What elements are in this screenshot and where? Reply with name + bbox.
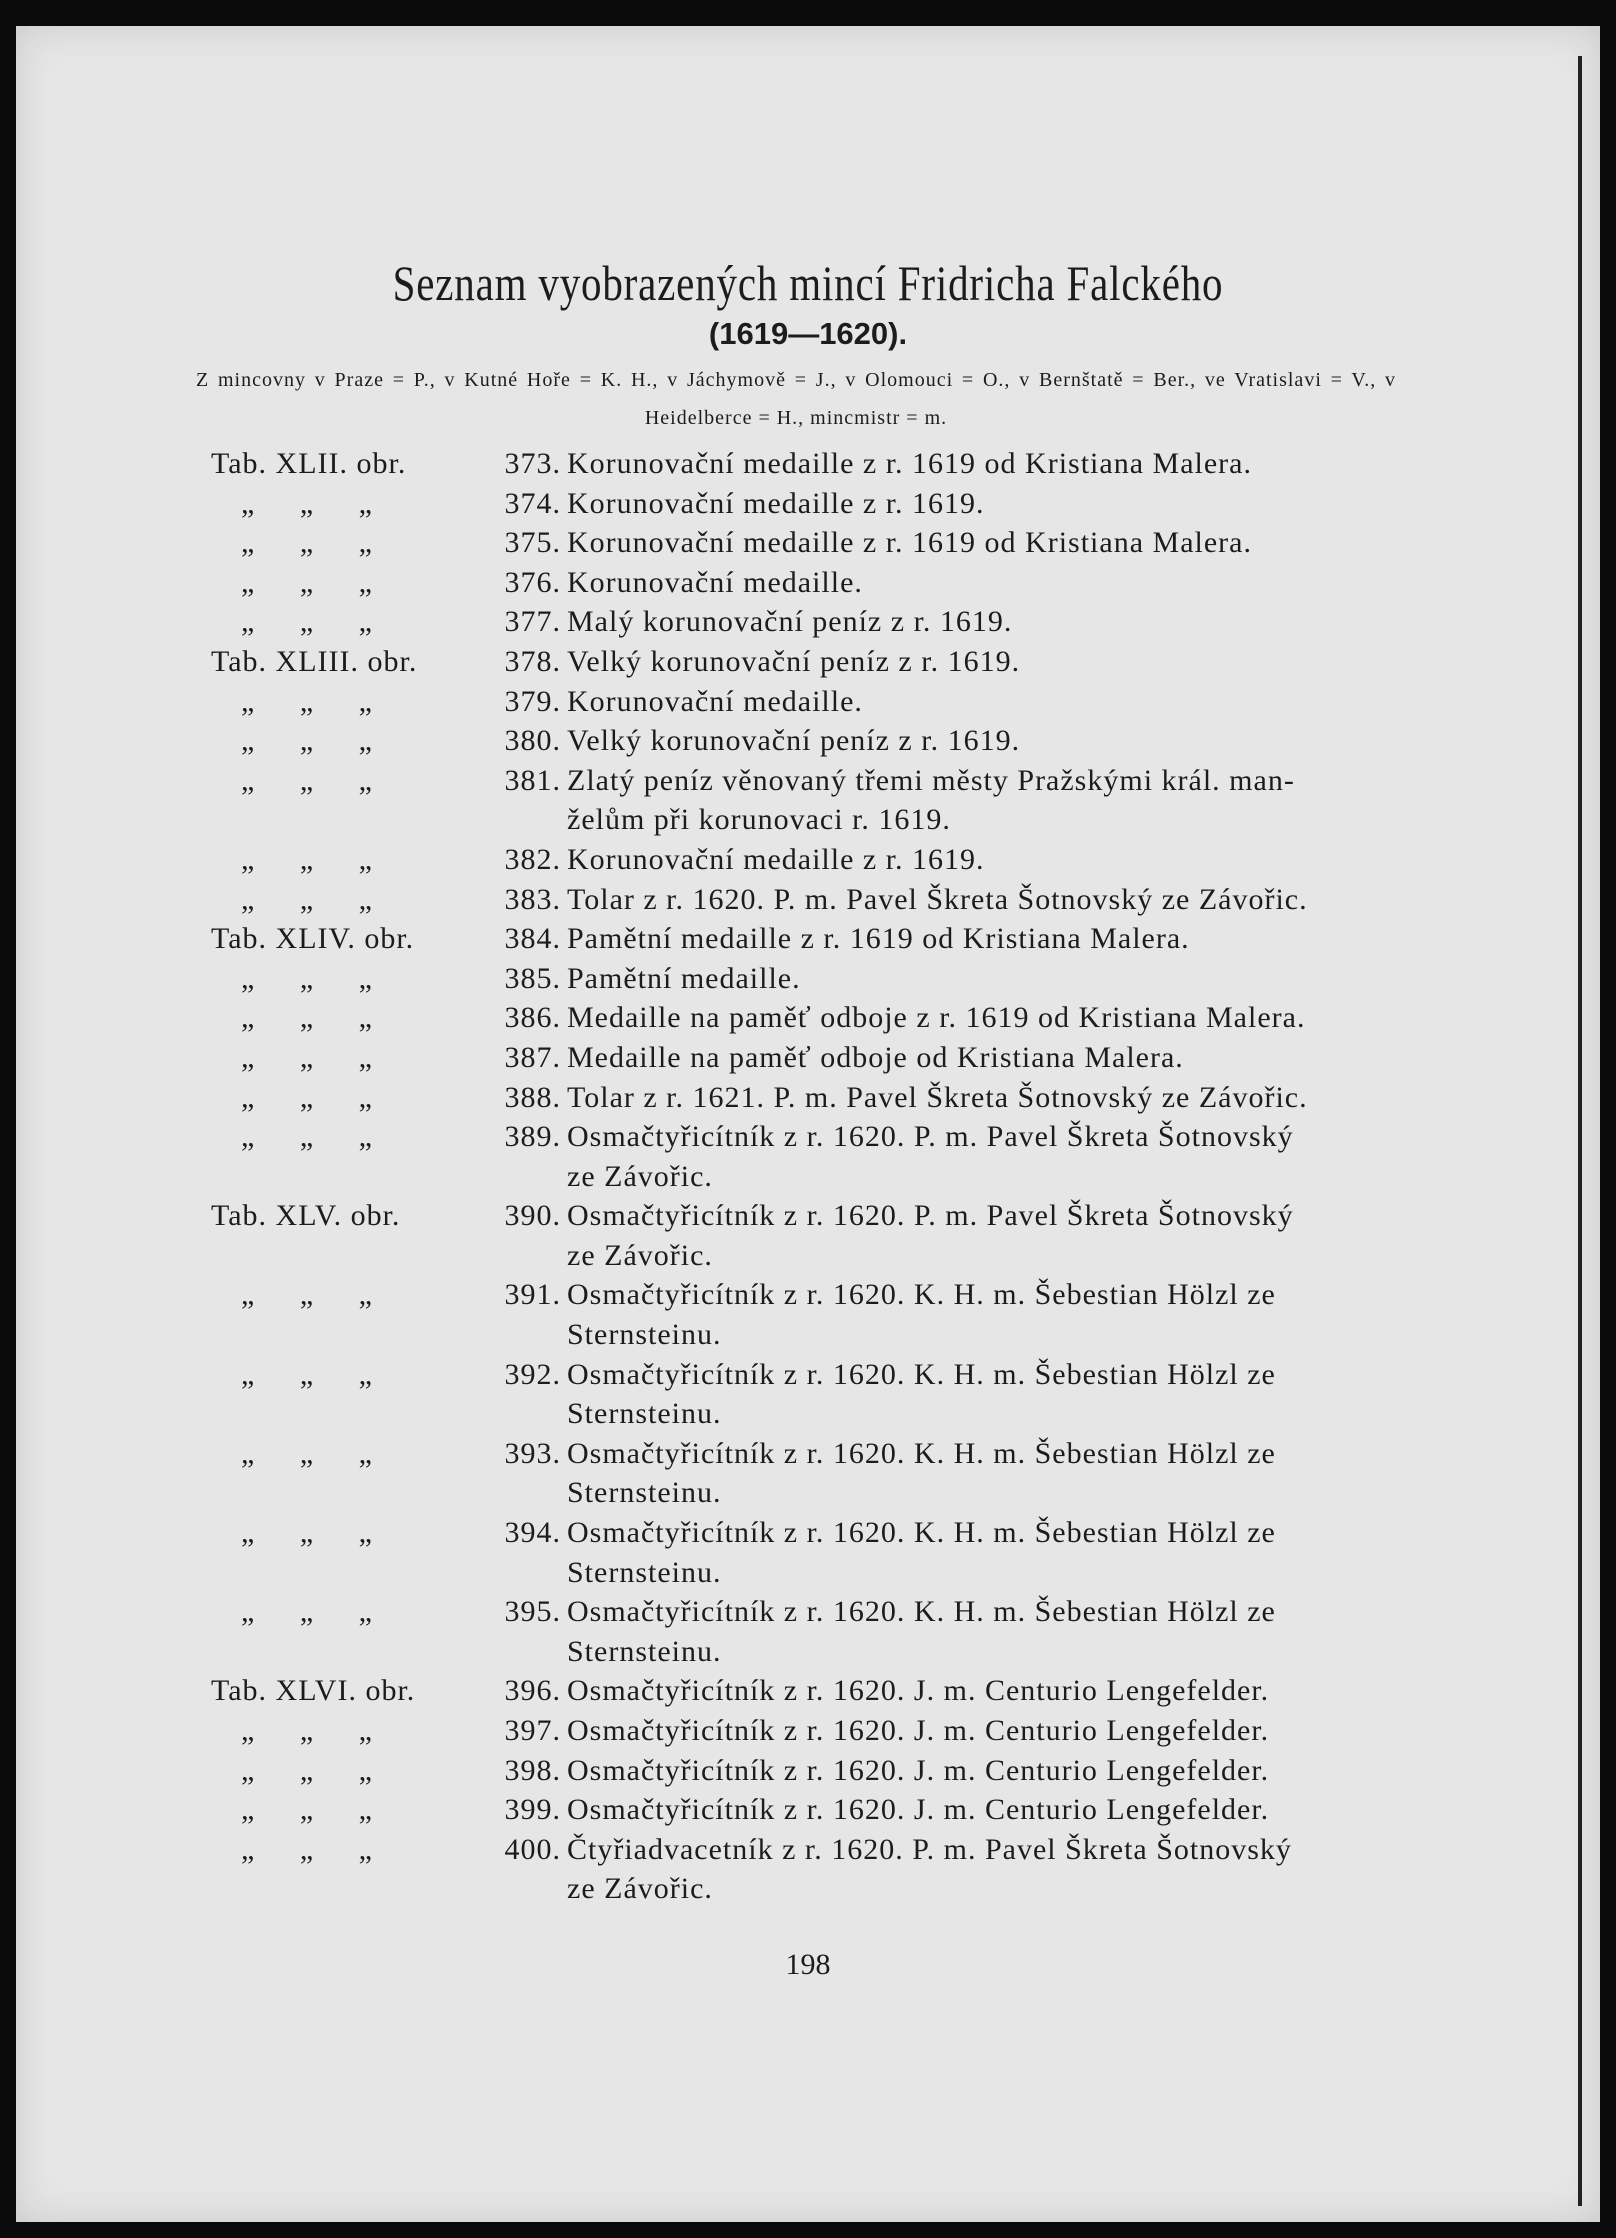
plate-reference [211, 444, 481, 484]
coin-description-continuation: želům při korunovaci r. 1619. [567, 803, 951, 837]
list-item [211, 563, 1441, 603]
coin-description [567, 1434, 1427, 1513]
figure-number: 394. [504, 1516, 561, 1550]
figure-number: 397. [504, 1714, 561, 1747]
plate-reference-text: „ „ „ [241, 684, 373, 718]
list-item [211, 1117, 1441, 1196]
plate-reference [211, 523, 481, 563]
coin-description [567, 1751, 1427, 1791]
plate-reference-text: „ „ „ [241, 842, 373, 876]
figure-number: 393. [504, 1436, 561, 1470]
plate-reference [211, 1513, 481, 1592]
coin-description-line: Osmačtyřicítník z r. 1620. K. H. m. Šebestian Hölzl ze [567, 1436, 1276, 1470]
coin-description [567, 761, 1427, 840]
coin-description [567, 1117, 1427, 1196]
coin-description [567, 880, 1427, 920]
plate-reference [211, 484, 481, 524]
coin-description-line: Tolar z r. 1621. P. m. Pavel Škreta Šotnovský ze Závořic. [567, 1080, 1308, 1114]
coin-description [567, 1592, 1427, 1671]
page-edge [1578, 56, 1582, 2206]
figure-number: 377. [504, 605, 561, 639]
coin-description [567, 840, 1427, 880]
plate-reference [211, 602, 481, 642]
list-item [211, 840, 1441, 880]
plate-reference-text: „ „ „ [241, 1595, 373, 1629]
coin-description-continuation: ze Závořic. [567, 1872, 713, 1906]
coin-description-line: Osmačtyřicítník z r. 1620. J. m. Centurio Lengefelder. [567, 1714, 1270, 1747]
list-item [211, 642, 1441, 682]
coin-description [567, 563, 1427, 603]
coin-description [567, 1671, 1427, 1711]
plate-reference-text: „ „ „ [241, 1436, 373, 1470]
figure-number: 380. [504, 724, 561, 758]
plate-reference-text: „ „ „ [241, 961, 373, 995]
figure-number: 387. [504, 1040, 561, 1074]
plate-reference-text: „ „ „ [241, 1753, 373, 1787]
coin-description [567, 682, 1427, 722]
plate-reference-text: „ „ „ [241, 1714, 373, 1747]
plate-reference-text: „ „ „ [241, 724, 373, 758]
plate-reference [211, 1117, 481, 1196]
plate-reference-text: Tab. XLV. obr. [211, 1199, 401, 1233]
list-item [211, 1275, 1441, 1354]
list-item [211, 761, 1441, 840]
coin-description-line: Osmačtyřicítník z r. 1620. J. m. Centurio Lengefelder. [567, 1793, 1270, 1827]
figure-number: 395. [504, 1595, 561, 1629]
page-number: 198 [785, 1948, 831, 1981]
plate-reference [211, 1078, 481, 1118]
coin-description-line: Osmačtyřicítník z r. 1620. P. m. Pavel Škreta Šotnovský [567, 1199, 1294, 1233]
list-item [211, 523, 1441, 563]
plate-reference [211, 1751, 481, 1791]
figure-number: 376. [504, 565, 561, 599]
figure-number: 392. [504, 1357, 561, 1391]
figure-number: 399. [504, 1793, 561, 1827]
plate-reference [211, 1711, 481, 1751]
plate-reference [211, 840, 481, 880]
list-item [211, 1592, 1441, 1671]
coin-description [567, 484, 1427, 524]
coin-description [567, 523, 1427, 563]
plate-reference-text: Tab. XLIV. obr. [211, 922, 415, 956]
plate-reference-text: „ „ „ [241, 1080, 373, 1114]
figure-number: 398. [504, 1753, 561, 1787]
list-item [211, 1038, 1441, 1078]
plate-reference-text: Tab. XLIII. obr. [211, 644, 418, 678]
coin-description-line: Osmačtyřicítník z r. 1620. K. H. m. Šebestian Hölzl ze [567, 1278, 1276, 1312]
coin-description-line: Medaille na paměť odboje od Kristiana Malera. [567, 1040, 1184, 1074]
plate-reference [211, 1830, 481, 1909]
coin-description [567, 959, 1427, 999]
figure-number: 375. [504, 526, 561, 560]
plate-reference-text: Tab. XLVI. obr. [211, 1674, 416, 1708]
coin-description-line: Osmačtyřicítník z r. 1620. K. H. m. Šebestian Hölzl ze [567, 1357, 1276, 1391]
coin-description [567, 602, 1427, 642]
list-item [211, 1513, 1441, 1592]
plate-reference [211, 1275, 481, 1354]
figure-number: 381. [504, 763, 561, 797]
coin-description [567, 998, 1427, 1038]
list-item [211, 1751, 1441, 1791]
coin-description [567, 642, 1427, 682]
coin-description-line: Korunovační medaille. [567, 565, 863, 599]
coin-description-continuation: Sternsteinu. [567, 1397, 722, 1431]
plate-reference-text: „ „ „ [241, 1793, 373, 1827]
figure-number: 400. [504, 1832, 561, 1866]
plate-reference [211, 1196, 481, 1275]
plate-reference [211, 959, 481, 999]
coin-description-line: Velký korunovační peníz z r. 1619. [567, 644, 1021, 678]
list-item [211, 998, 1441, 1038]
figure-number: 389. [504, 1120, 561, 1154]
list-item [211, 444, 1441, 484]
plate-reference-text: Tab. XLII. obr. [211, 447, 407, 480]
list-item [211, 1790, 1441, 1830]
list-item [211, 1355, 1441, 1434]
page-years: (1619—1620). [708, 316, 908, 351]
plate-reference [211, 721, 481, 761]
coin-description [567, 444, 1427, 484]
plate-reference [211, 1671, 481, 1711]
plate-reference-text: „ „ „ [241, 1040, 373, 1074]
plate-reference [211, 1355, 481, 1434]
list-item [211, 602, 1441, 642]
figure-number: 374. [504, 486, 561, 520]
list-item [211, 880, 1441, 920]
coin-description-line: Korunovační medaille z r. 1619. [567, 486, 985, 520]
coin-description [567, 1790, 1427, 1830]
list-item [211, 959, 1441, 999]
plate-reference [211, 1038, 481, 1078]
coin-description-line: Čtyřiadvacetník z r. 1620. P. m. Pavel Škreta Šotnovský [567, 1832, 1292, 1866]
coin-description-line: Korunovační medaille. [567, 684, 863, 718]
plate-reference-text: „ „ „ [241, 1832, 373, 1866]
plate-reference-text: „ „ „ [241, 486, 373, 520]
plate-reference-text: „ „ „ [241, 1120, 373, 1154]
plate-reference-text: „ „ „ [241, 882, 373, 916]
coin-description [567, 1196, 1427, 1275]
coin-list [211, 444, 1441, 1909]
coin-description [567, 1513, 1427, 1592]
plate-reference [211, 1434, 481, 1513]
list-item [211, 682, 1441, 722]
figure-number: 388. [504, 1080, 561, 1114]
coin-description-continuation: Sternsteinu. [567, 1555, 722, 1589]
plate-reference [211, 761, 481, 840]
coin-description-line: Pamětní medaille. [567, 961, 801, 995]
plate-reference [211, 682, 481, 722]
list-item [211, 1830, 1441, 1909]
plate-reference-text: „ „ „ [241, 1278, 373, 1312]
coin-description [567, 1078, 1427, 1118]
list-item [211, 1196, 1441, 1275]
plate-reference [211, 1790, 481, 1830]
figure-number: 379. [504, 684, 561, 718]
coin-description [567, 1038, 1427, 1078]
plate-reference-text: „ „ „ [241, 526, 373, 560]
coin-description [567, 1711, 1427, 1751]
plate-reference-text: „ „ „ [241, 605, 373, 639]
coin-description-continuation: Sternsteinu. [567, 1476, 722, 1510]
figure-number: 396. [504, 1674, 561, 1708]
mint-abbreviations: Z mincovny v Praze = P., v Kutné Hoře = K. H., v Jáchymově = J., v Olomouci = O., v Bernštatě = Ber., ve Vratislavi = V., v Heidelberce = H., mincmistr = m. [196, 369, 1396, 429]
figure-number: 383. [504, 882, 561, 916]
coin-description [567, 721, 1427, 761]
coin-description-line: Malý korunovační peníz z r. 1619. [567, 605, 1013, 639]
plate-reference [211, 1592, 481, 1671]
coin-description-line: Velký korunovační peníz z r. 1619. [567, 724, 1021, 758]
figure-number: 386. [504, 1001, 561, 1035]
figure-number: 378. [504, 644, 561, 678]
coin-description-line: Zlatý peníz věnovaný třemi městy Pražskými král. man- [567, 763, 1295, 797]
coin-description-line: Osmačtyřicítník z r. 1620. K. H. m. Šebestian Hölzl ze [567, 1595, 1276, 1629]
figure-number: 385. [504, 961, 561, 995]
plate-reference-text: „ „ „ [241, 565, 373, 599]
coin-description-line: Osmačtyřicítník z r. 1620. J. m. Centurio Lengefelder. [567, 1753, 1270, 1787]
coin-description-line: Korunovační medaille z r. 1619 od Kristiana Malera. [567, 447, 1252, 480]
coin-description-continuation: Sternsteinu. [567, 1318, 722, 1352]
coin-description-line: Pamětní medaille z r. 1619 od Kristiana Malera. [567, 922, 1190, 956]
plate-reference-text: „ „ „ [241, 1516, 373, 1550]
plate-reference [211, 919, 481, 959]
figure-number: 390. [504, 1199, 561, 1233]
coin-description-line: Osmačtyřicítník z r. 1620. K. H. m. Šebestian Hölzl ze [567, 1516, 1276, 1550]
coin-description-line: Osmačtyřicítník z r. 1620. P. m. Pavel Škreta Šotnovský [567, 1120, 1294, 1154]
coin-description-continuation: ze Závořic. [567, 1238, 713, 1272]
coin-description-continuation: ze Závořic. [567, 1159, 713, 1193]
coin-description-line: Korunovační medaille z r. 1619 od Kristiana Malera. [567, 526, 1252, 560]
plate-reference [211, 563, 481, 603]
plate-reference-text: „ „ „ [241, 763, 373, 797]
coin-description-line: Tolar z r. 1620. P. m. Pavel Škreta Šotnovský ze Závořic. [567, 882, 1308, 916]
coin-description [567, 1355, 1427, 1434]
coin-description [567, 1830, 1427, 1909]
coin-description-line: Korunovační medaille z r. 1619. [567, 842, 985, 876]
plate-reference-text: „ „ „ [241, 1357, 373, 1391]
plate-reference [211, 880, 481, 920]
figure-number: 384. [504, 922, 561, 956]
scanned-page [16, 26, 1600, 2222]
figure-number: 382. [504, 842, 561, 876]
list-item [211, 1711, 1441, 1751]
list-item [211, 721, 1441, 761]
list-item [211, 919, 1441, 959]
coin-description-line: Medaille na paměť odboje z r. 1619 od Kristiana Malera. [567, 1001, 1306, 1035]
figure-number: 373. [504, 447, 561, 480]
list-item [211, 1671, 1441, 1711]
plate-reference-text: „ „ „ [241, 1001, 373, 1035]
list-item [211, 1434, 1441, 1513]
coin-description-line: Osmačtyřicítník z r. 1620. J. m. Centurio Lengefelder. [567, 1674, 1270, 1708]
plate-reference [211, 998, 481, 1038]
coin-description [567, 1275, 1427, 1354]
coin-description-continuation: Sternsteinu. [567, 1634, 722, 1668]
list-item [211, 1078, 1441, 1118]
plate-reference [211, 642, 481, 682]
figure-number: 391. [504, 1278, 561, 1312]
list-item [211, 484, 1441, 524]
coin-description [567, 919, 1427, 959]
page-title: Seznam vyobrazených mincí Fridricha Falckého [392, 255, 1224, 311]
